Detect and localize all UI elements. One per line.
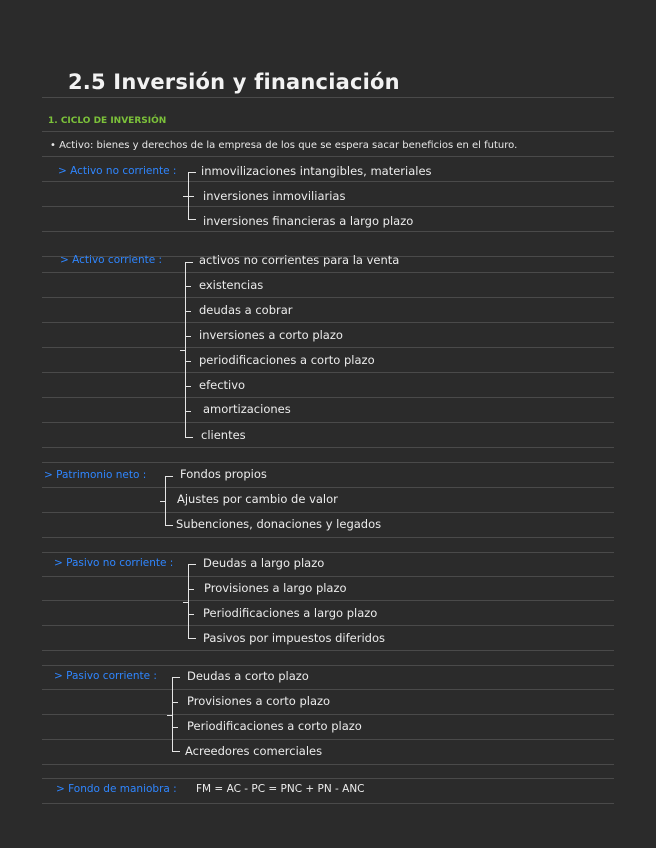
list-item: amortizaciones	[203, 402, 291, 416]
list-item: Acreedores comerciales	[185, 744, 323, 758]
ruled-line	[42, 625, 614, 626]
list-item: Subenciones, donaciones y legados	[176, 517, 382, 531]
ruled-line	[42, 487, 614, 488]
list-item: existencias	[199, 278, 264, 292]
ruled-line	[42, 397, 614, 398]
brace-tick	[186, 411, 191, 412]
list-item: Fondos propios	[180, 467, 267, 481]
brace-tick	[186, 311, 191, 312]
list-item: Provisiones a largo plazo	[204, 581, 347, 595]
ruled-line	[42, 650, 614, 651]
brace-tick	[189, 614, 194, 615]
ruled-line	[42, 512, 614, 513]
ruled-line	[42, 347, 614, 348]
list-item: clientes	[201, 428, 246, 442]
fondo-de-maniobra-label: > Fondo de maniobra :	[56, 783, 177, 795]
brace	[165, 476, 174, 526]
brace-tick	[189, 589, 194, 590]
brace-tick	[186, 386, 191, 387]
list-item: Ajustes por cambio de valor	[177, 492, 338, 506]
ruled-line	[42, 131, 614, 132]
group-label-pasivo-corriente: > Pasivo corriente :	[54, 670, 157, 682]
ruled-line	[42, 552, 614, 553]
brace-tick	[189, 196, 194, 197]
ruled-line	[42, 231, 614, 232]
list-item: Deudas a corto plazo	[187, 669, 309, 683]
ruled-line	[42, 576, 614, 577]
list-item: Deudas a largo plazo	[203, 556, 325, 570]
ruled-line	[42, 689, 614, 690]
ruled-line	[42, 764, 614, 765]
list-item: efectivo	[199, 378, 246, 392]
fondo-de-maniobra-formula: FM = AC - PC = PNC + PN - ANC	[196, 783, 365, 795]
brace-tick	[186, 336, 191, 337]
group-label-pasivo-no-corriente: > Pasivo no corriente :	[54, 557, 174, 569]
ruled-line	[42, 156, 614, 157]
list-item: inversiones a corto plazo	[199, 328, 343, 342]
brace	[172, 677, 181, 752]
brace-tick	[173, 727, 178, 728]
group-label-activo-corriente: > Activo corriente :	[60, 254, 163, 266]
ruled-line	[42, 372, 614, 373]
ruled-line	[42, 422, 614, 423]
group-label-activo-no-corriente: > Activo no corriente :	[58, 165, 177, 177]
ruled-line	[42, 272, 614, 273]
brace-tick	[186, 286, 191, 287]
section-heading: 1. CICLO DE INVERSIÓN	[48, 116, 167, 126]
ruled-line	[42, 297, 614, 298]
page-title: 2.5 Inversión y financiación	[68, 70, 400, 94]
ruled-line	[42, 600, 614, 601]
brace-tick	[173, 702, 178, 703]
ruled-line	[42, 714, 614, 715]
list-item: inversiones inmoviliarias	[203, 189, 346, 203]
list-item: deudas a cobrar	[199, 303, 293, 317]
ruled-line	[42, 97, 614, 98]
list-item: Pasivos por impuestos diferidos	[203, 631, 385, 645]
ruled-line	[42, 739, 614, 740]
ruled-line	[42, 778, 614, 779]
brace	[188, 564, 197, 639]
ruled-line	[42, 537, 614, 538]
list-item: Periodificaciones a corto plazo	[187, 719, 362, 733]
activo-definition: • Activo: bienes y derechos de la empresa de los que se espera sacar beneficios en el futuro.	[50, 140, 518, 151]
ruled-line	[42, 181, 614, 182]
list-item: Provisiones a corto plazo	[187, 694, 331, 708]
ruled-line	[42, 322, 614, 323]
list-item: activos no corrientes para la venta	[199, 253, 400, 267]
ruled-line	[42, 803, 614, 804]
brace-tick	[186, 361, 191, 362]
ruled-line	[42, 206, 614, 207]
list-item: inversiones financieras a largo plazo	[203, 214, 414, 228]
ruled-line	[42, 447, 614, 448]
list-item: Periodificaciones a largo plazo	[203, 606, 378, 620]
list-item: periodificaciones a corto plazo	[199, 353, 375, 367]
group-label-patrimonio-neto: > Patrimonio neto :	[44, 469, 147, 481]
ruled-line	[42, 462, 614, 463]
list-item: inmovilizaciones intangibles, materiales	[201, 164, 432, 178]
ruled-line	[42, 665, 614, 666]
